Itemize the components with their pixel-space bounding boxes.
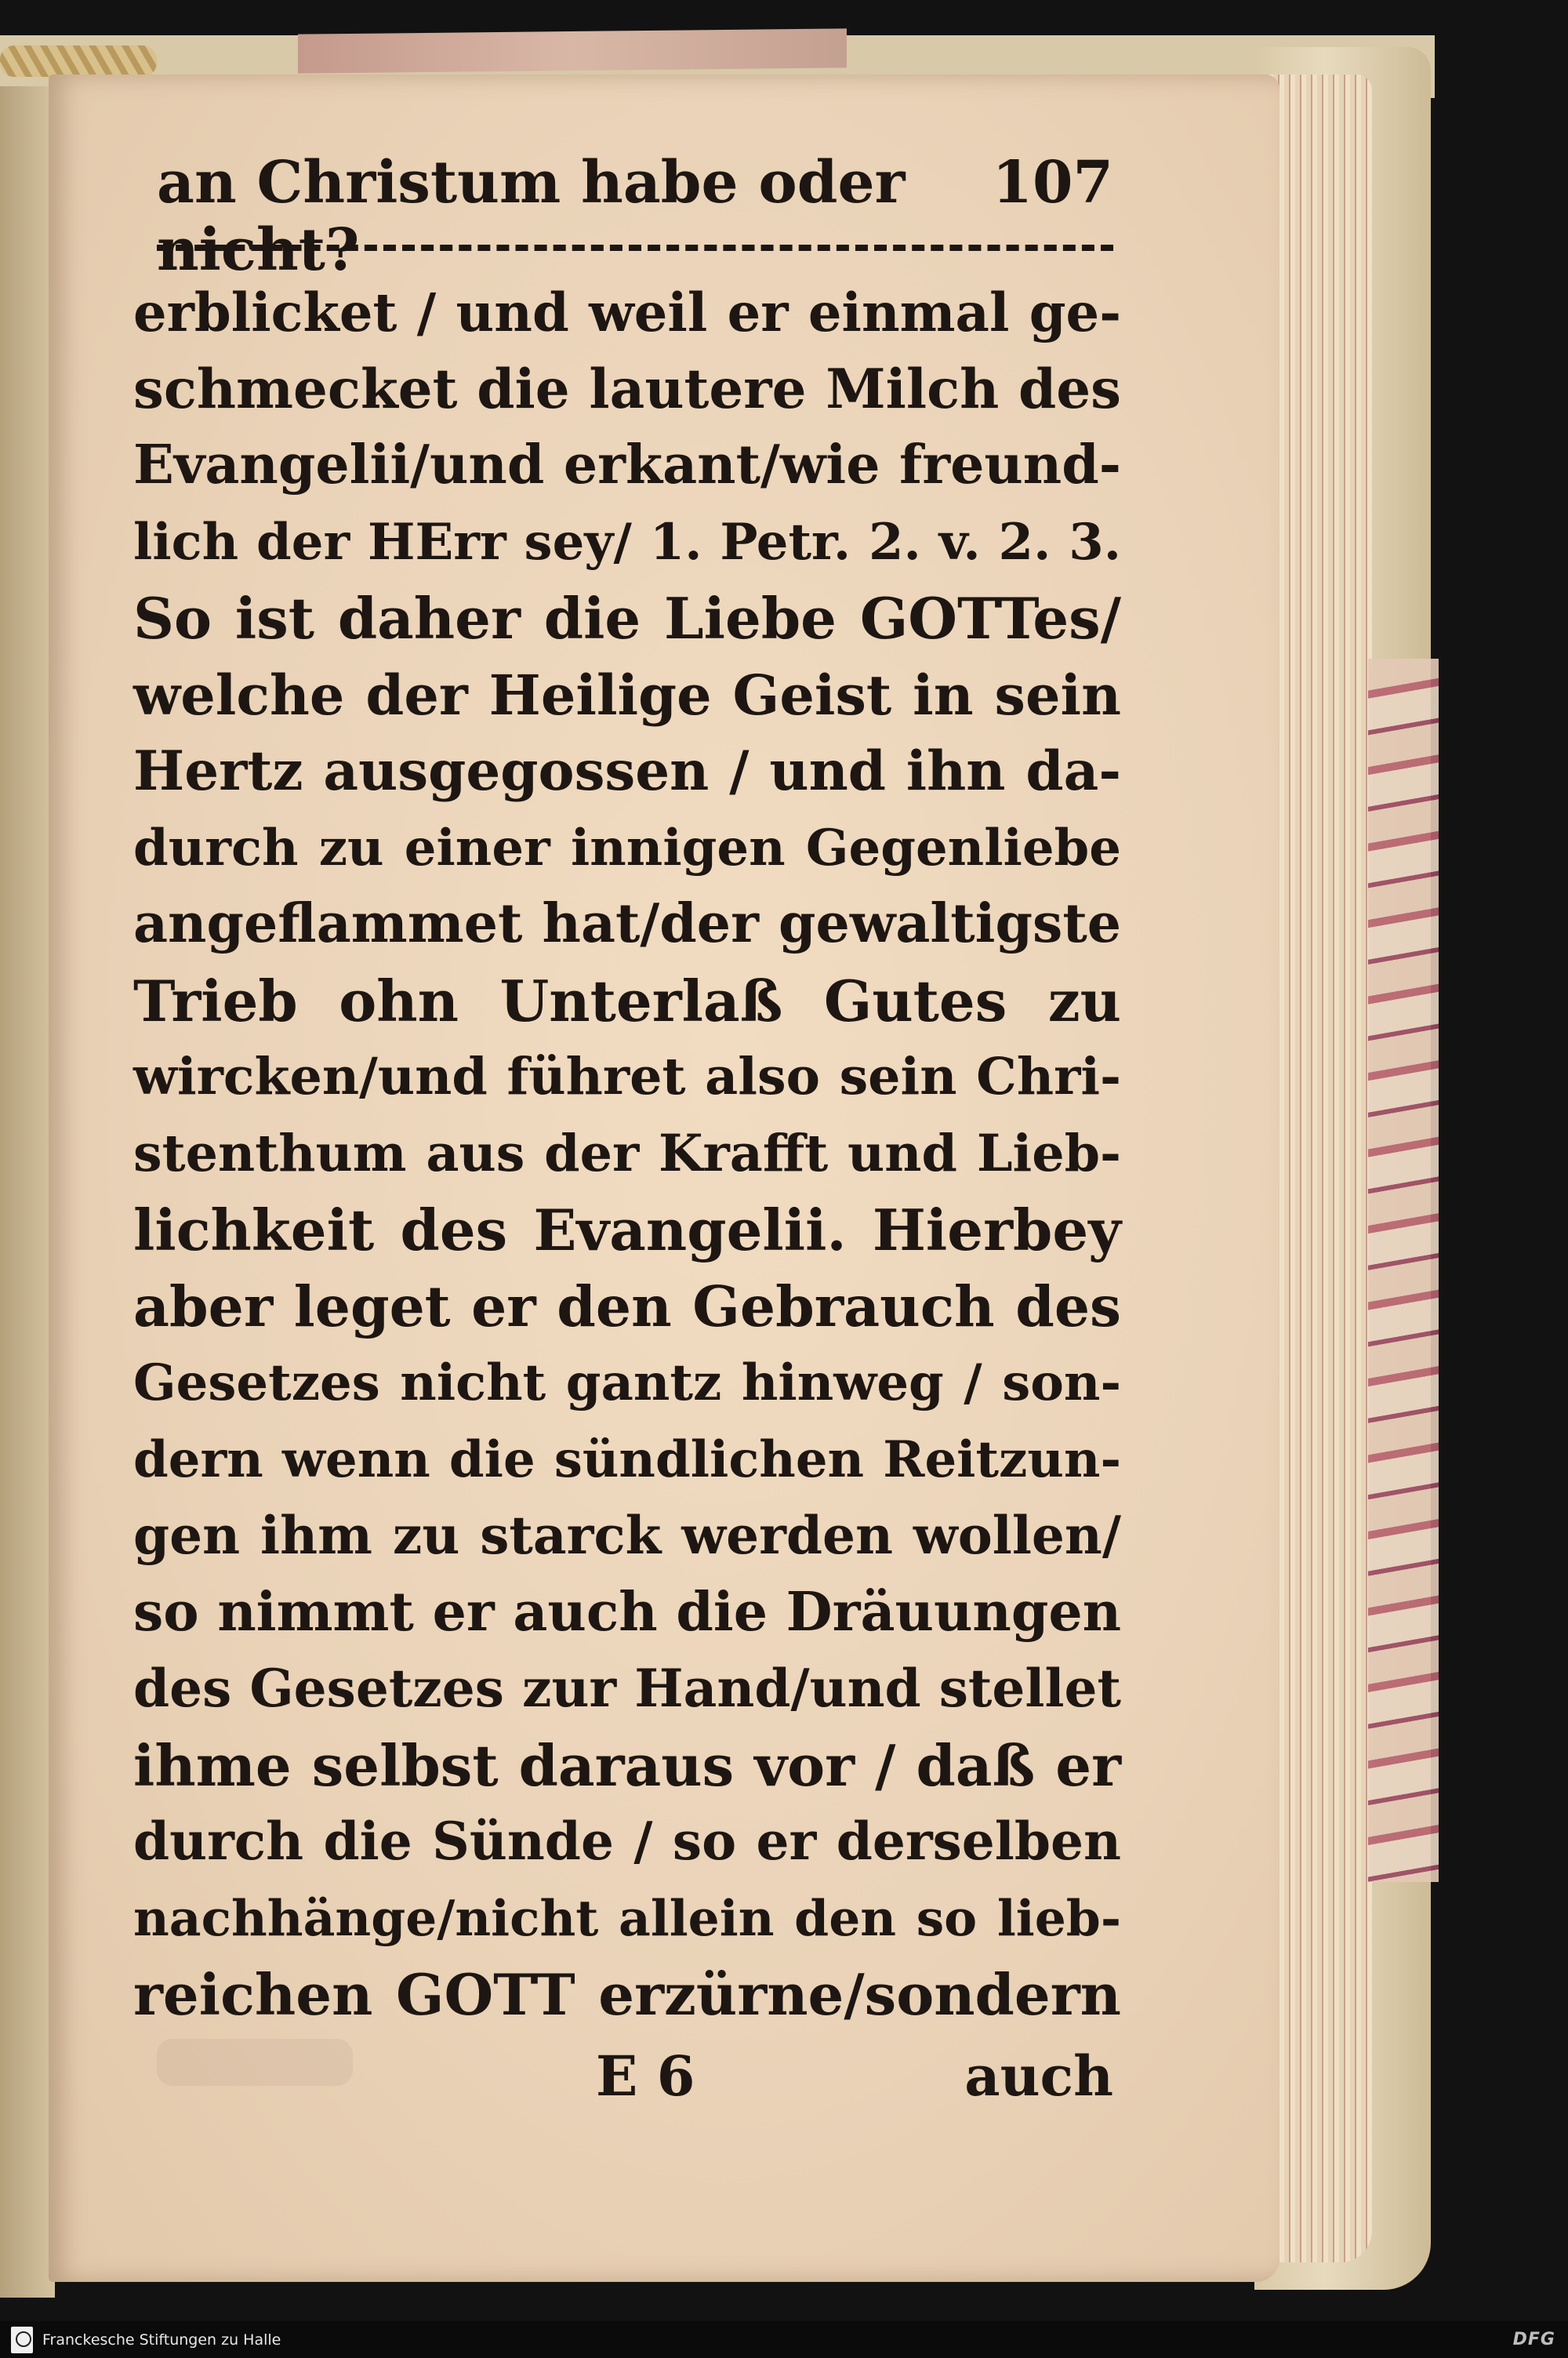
- text-line: durch die Sünde / so er derselben: [133, 1811, 1121, 1872]
- library-logo-icon: [11, 2327, 33, 2353]
- marbled-cover-strip: [298, 28, 847, 73]
- ink-bleed-stain: [157, 2039, 353, 2086]
- text-line: angeflammet hat/der gewaltigste: [133, 892, 1121, 955]
- marbled-flap: [1368, 659, 1439, 1882]
- running-title: an Christum habe oder nicht?: [157, 149, 906, 284]
- left-page-edge: [0, 86, 55, 2298]
- text-line: durch zu einer innigen Gegenliebe: [133, 818, 1121, 877]
- binding-cord: [0, 45, 157, 77]
- text-line: lichkeit des Evangelii. Hierbey: [133, 1197, 1121, 1263]
- text-line: gen ihm zu starck werden wollen/: [133, 1505, 1121, 1566]
- page-number: 107: [992, 149, 1113, 216]
- text-line: stenthum aus der Krafft und Lieb-: [133, 1123, 1121, 1183]
- viewer-footer-bar: [0, 2321, 1568, 2358]
- body-text: [133, 274, 1121, 2033]
- dfg-logo[interactable]: DFG: [1512, 2330, 1555, 2349]
- text-line: so nimmt er auch die Dräuungen: [133, 1580, 1122, 1644]
- text-line: wircken/und führet also sein Chri-: [133, 1047, 1121, 1106]
- text-line: Hertz ausgegossen / und ihn da-: [133, 739, 1121, 803]
- text-line: Gesetzes nicht gantz hinweg / son-: [133, 1353, 1121, 1412]
- text-line: nachhänge/nicht allein den so lieb-: [133, 1888, 1121, 1947]
- text-line: ihme selbst daraus vor / daß er: [133, 1731, 1121, 1799]
- text-line: lich der HErr sey/ 1. Petr. 2. v. 2. 3.: [133, 512, 1121, 572]
- text-line: welche der Heilige Geist in sein: [133, 662, 1121, 728]
- text-line: Evangelii/und erkant/wie freund-: [133, 434, 1121, 496]
- library-credit[interactable]: [0, 2327, 281, 2353]
- signature-mark: E 6: [596, 2044, 695, 2109]
- catchword: auch: [964, 2044, 1113, 2109]
- library-name: Franckesche Stiftungen zu Halle: [42, 2331, 281, 2349]
- text-line: So ist daher die Liebe GOTTes/: [133, 585, 1121, 652]
- text-line: des Gesetzes zur Hand/und stellet: [133, 1658, 1121, 1719]
- page-header: [157, 149, 1113, 284]
- text-line: Trieb ohn Unterlaß Gutes zu: [133, 967, 1121, 1034]
- text-line: dern wenn die sündlichen Reitzun-: [133, 1430, 1121, 1489]
- text-line: aber leget er den Gebrauch des: [133, 1273, 1121, 1339]
- text-line: erblicket / und weil er einmal ge-: [133, 282, 1121, 343]
- text-line: schmecket die lautere Milch des: [133, 357, 1121, 421]
- page-footer: [596, 2044, 1113, 2122]
- header-rule: [157, 245, 1113, 251]
- text-line: reichen GOTT erzürne/sondern: [133, 1961, 1121, 2028]
